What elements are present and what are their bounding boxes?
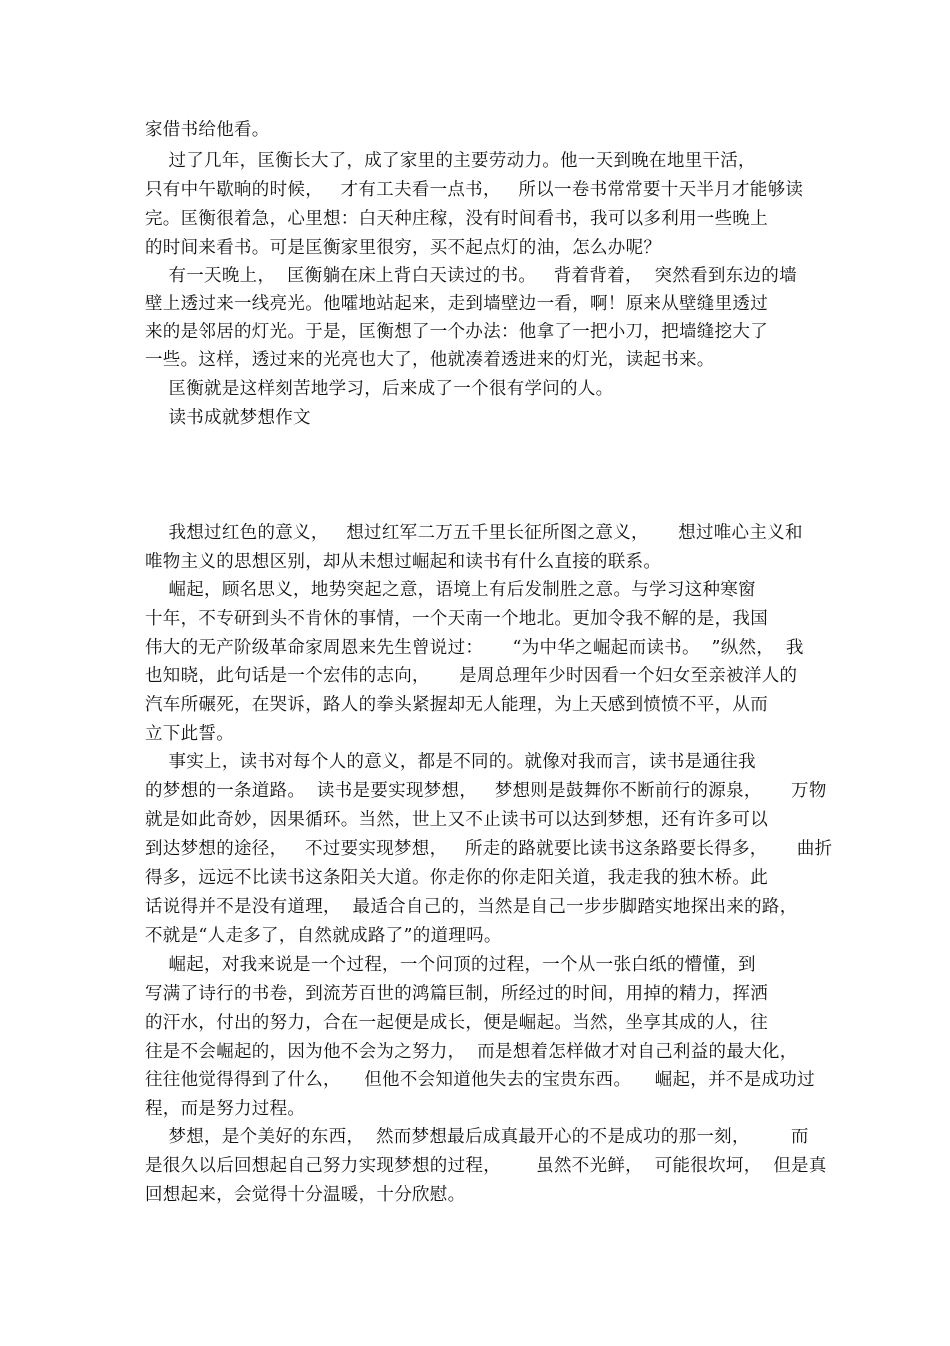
text-line: 程，而是努力过程。 [145,1099,306,1119]
text-line: 的时间来看书。可是匡衡家里很穷，买不起点灯的油，怎么办呢？ [145,238,662,258]
text-line: 十年，不专研到头不肯休的事情，一个天南一个地北。更加令我不解的是，我国 [145,609,768,629]
text-line: 事实上，读书对每个人的意义，都是不同的。就像对我而言，读书是通往我 [145,752,756,772]
text-line: 往往他觉得得到了什么， 但他不会知道他失去的宝贵东西。 崛起，并不是成功过 [145,1070,815,1090]
text-line: 有一天晚上， 匡衡躺在床上背白天读过的书。 背着背着， 突然看到东边的墙 [145,266,797,286]
text-line: 的汗水，付出的努力，合在一起便是成长，便是崛起。当然，坐享其成的人，往 [145,1013,768,1033]
text-line: 我想过红色的意义， 想过红军二万五千里长征所图之意义， 想过唯心主义和 [145,523,803,543]
text-line: 立下此誓。 [145,724,234,744]
text-line: 过了几年，匡衡长大了，成了家里的主要劳动力。他一天到晚在地里干活， [145,151,756,171]
text-line: 也知晓，此句话是一个宏伟的志向， 是周总理年少时因看一个妇女至亲被洋人的 [145,666,798,686]
text-line: 壁上透过来一线亮光。他嚯地站起来，走到墙壁边一看，啊！原来从壁缝里透过 [145,294,768,314]
text-line: 一些。这样，透过来的光亮也大了，他就凑着透进来的灯光，读起书来。 [145,350,715,370]
text-line: 来的是邻居的灯光。于是，匡衡想了一个办法：他拿了一把小刀，把墙缝挖大了 [145,322,768,342]
text-line: 汽车所碾死，在哭诉，路人的拳头紧握却无人能理，为上天感到愤愤不平，从而 [145,695,768,715]
text-line: 匡衡就是这样刻苦地学习，后来成了一个很有学问的人。 [145,379,614,399]
text-line: 完。匡衡很着急，心里想：白天种庄稼，没有时间看书，我可以多利用一些晚上 [145,209,768,229]
section-title: 读书成就梦想作文 [145,408,311,428]
text-line: 写满了诗行的书卷，到流芳百世的鸿篇巨制，所经过的时间，用掉的精力，挥洒 [145,984,768,1004]
text-line: 得多，远远不比读书这条阳关大道。你走你的你走阳关道，我走我的独木桥。此 [145,868,768,888]
text-line: 崛起，顾名思义，地势突起之意，语境上有后发制胜之意。与学习这种寒窗 [145,580,756,600]
text-line: 家借书给他看。 [145,120,270,140]
text-line: 梦想，是个美好的东西， 然而梦想最后成真最开心的不是成功的那一刻， 而 [145,1127,809,1147]
text-line: 回想起来，会觉得十分温暖，十分欣慰。 [145,1185,466,1205]
text-line: 崛起，对我来说是一个过程，一个问顶的过程，一个从一张白纸的懵懂，到 [145,955,756,975]
text-line: 只有中午歇晌的时候， 才有工夫看一点书， 所以一卷书常常要十天半月才能够读 [145,180,804,200]
text-line: 伟大的无产阶级革命家周恩来先生曾说过： “为中华之崛起而读书。 ”纵然， 我 [145,638,804,658]
text-line: 唯物主义的思想区别，却从未想过崛起和读书有什么直接的联系。 [145,552,662,572]
text-line: 的梦想的一条道路。 读书是要实现梦想， 梦想则是鼓舞你不断前行的源泉， 万物 [145,781,827,801]
text-line: 不就是“人走多了，自然就成路了”的道理吗。 [145,926,502,946]
text-line: 话说得并不是没有道理， 最适合自己的，当然是自己一步步脚踏实地探出来的路， [145,897,798,917]
text-line: 往是不会崛起的，因为他不会为之努力， 而是想着怎样做才对自己利益的最大化， [145,1042,798,1062]
text-line: 到达梦想的途径， 不过要实现梦想， 所走的路就要比读书这条路要长得多， 曲折 [145,839,833,859]
text-line: 是很久以后回想起自己努力实现梦想的过程， 虽然不光鲜， 可能很坎坷， 但是真 [145,1156,827,1176]
text-line: 就是如此奇妙，因果循环。当然，世上又不止读书可以达到梦想，还有许多可以 [145,810,768,830]
